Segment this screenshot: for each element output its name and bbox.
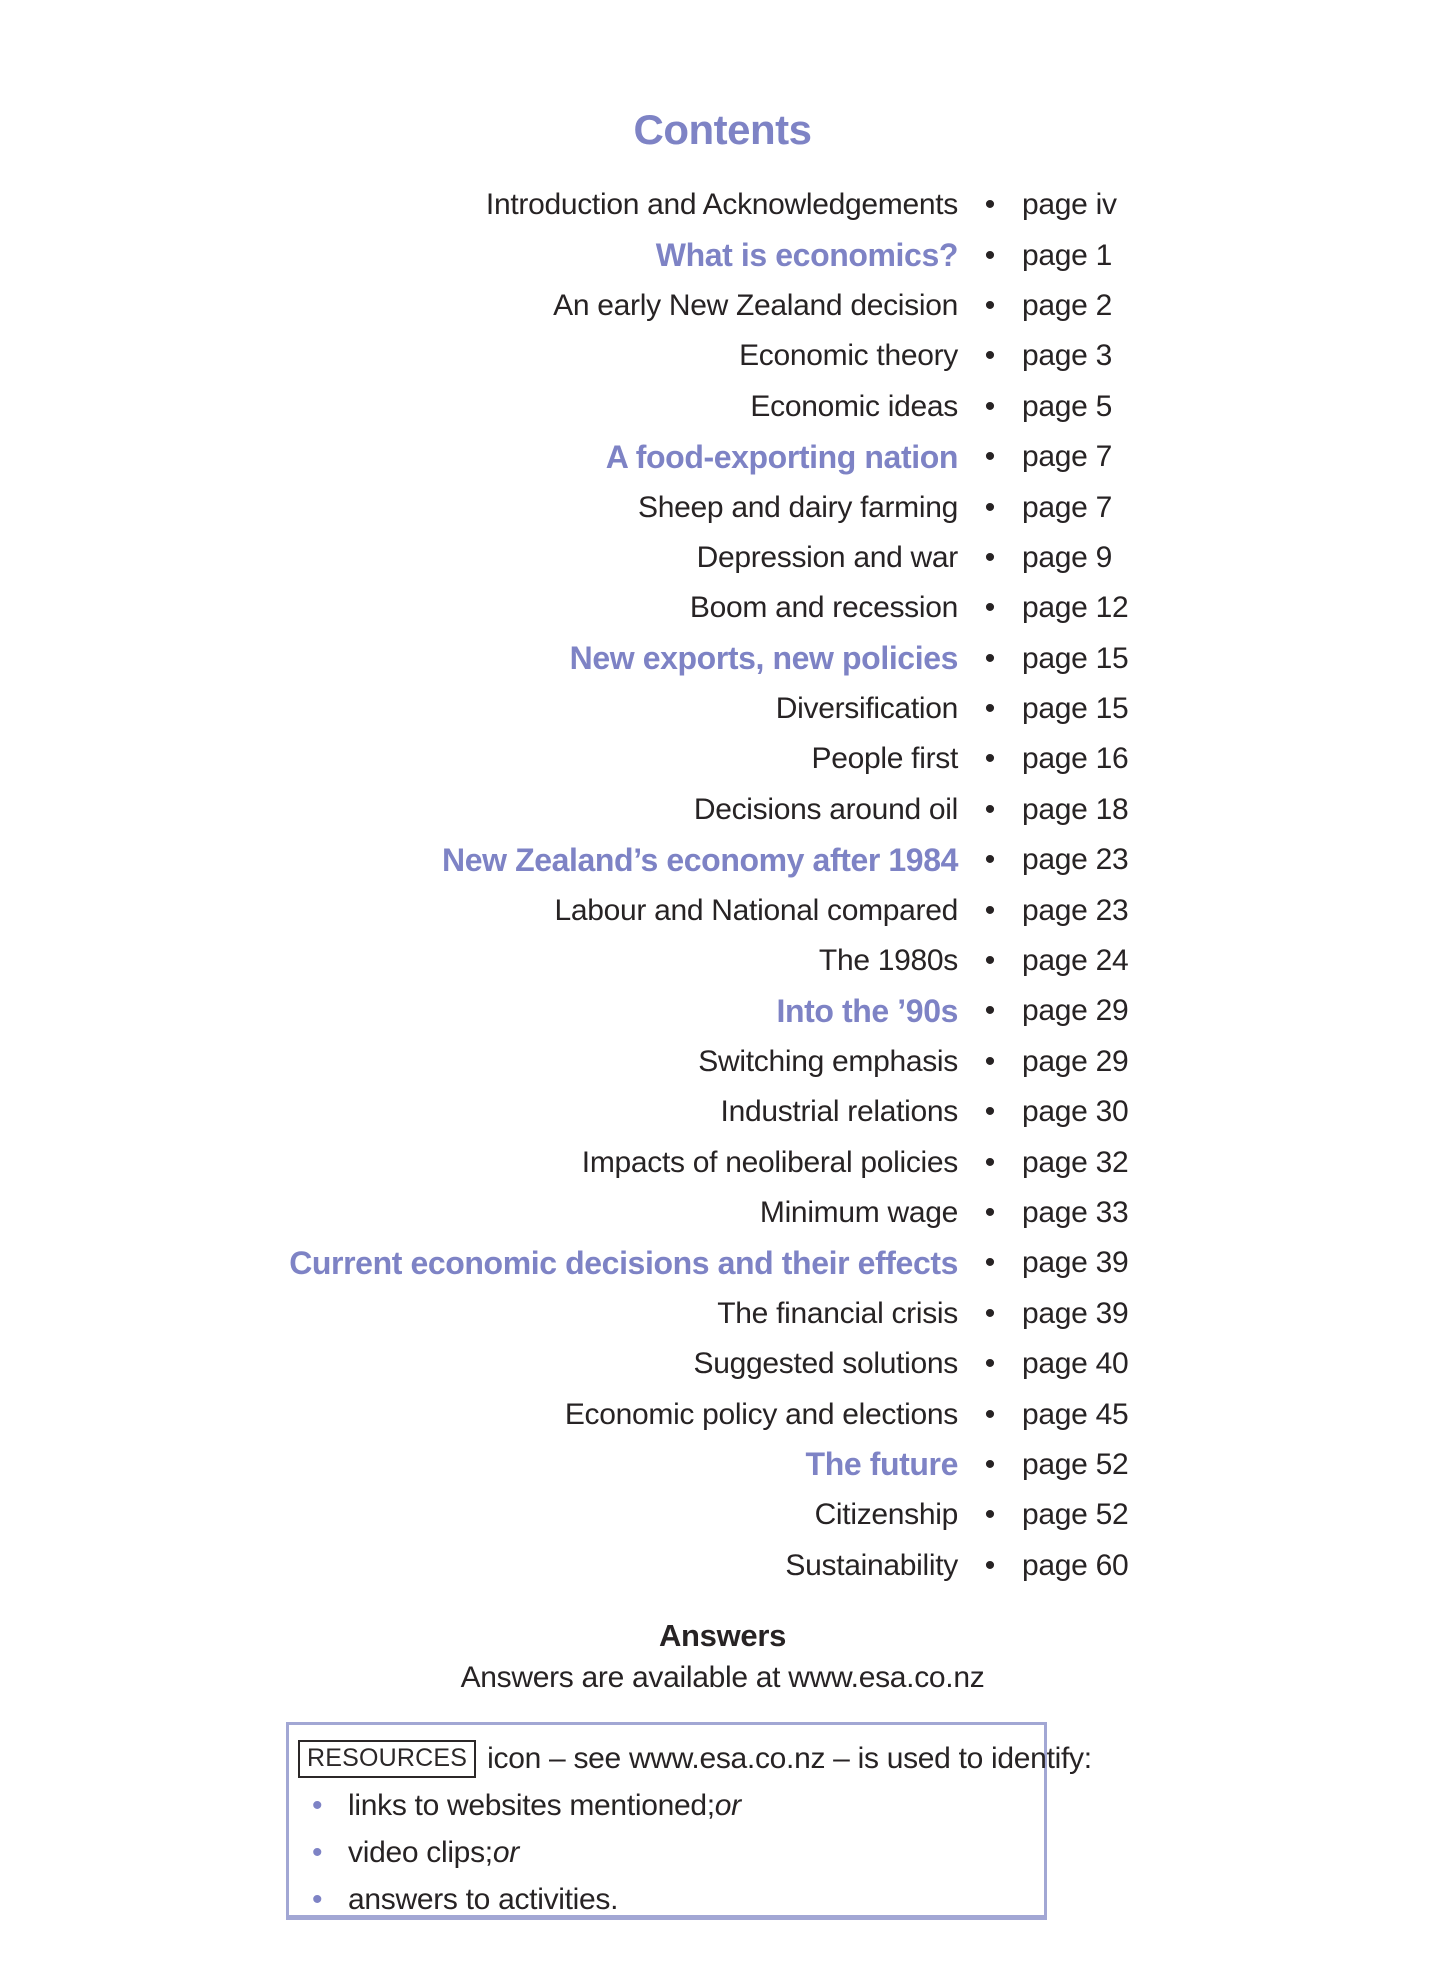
toc-row [0, 1490, 1445, 1540]
toc-section-label: Into the ’90s [776, 992, 958, 1029]
toc-entry-label: People first [811, 742, 958, 776]
bullet-icon: • [312, 1789, 323, 1822]
toc-entry-label: Suggested solutions [693, 1347, 958, 1381]
table-of-contents [0, 180, 1445, 1591]
bullet-icon: • [984, 490, 996, 524]
bullet-icon: • [312, 1836, 323, 1869]
toc-row [0, 1238, 1445, 1288]
toc-entry-page: page 52 [1022, 1498, 1129, 1532]
resources-bullet-text: links to websites mentioned; [348, 1789, 715, 1822]
toc-row [0, 1087, 1445, 1137]
toc-entry-page: page 32 [1022, 1145, 1129, 1179]
toc-entry-label: Diversification [775, 692, 958, 726]
bullet-icon: • [984, 1196, 996, 1229]
toc-entry-page: page 24 [1022, 944, 1129, 978]
toc-row [0, 281, 1445, 331]
bullet-icon: • [984, 1145, 996, 1179]
resources-bullet-text: video clips; [348, 1836, 493, 1869]
toc-section-label: New exports, new policies [569, 640, 958, 677]
toc-entry-page: page 7 [1022, 440, 1112, 474]
bullet-icon: • [984, 1548, 996, 1582]
toc-entry-page: page 30 [1022, 1095, 1129, 1129]
toc-row [0, 1389, 1445, 1439]
toc-section-label: Current economic decisions and their effects [289, 1244, 958, 1281]
toc-entry-page: page 1 [1022, 238, 1112, 272]
toc-entry-page: page 39 [1022, 1296, 1129, 1330]
bullet-icon: • [984, 1296, 996, 1330]
bullet-icon: • [984, 339, 996, 373]
resources-bullet-text: answers to activities. [348, 1883, 619, 1916]
toc-entry-label: Sheep and dairy farming [638, 490, 958, 524]
toc-entry-page: page 45 [1022, 1397, 1129, 1431]
toc-row [0, 634, 1445, 684]
bullet-icon: • [984, 188, 996, 222]
toc-entry-label: Sustainability [785, 1548, 958, 1582]
toc-entry-label: The financial crisis [717, 1296, 958, 1330]
bullet-icon: • [984, 1044, 996, 1078]
toc-entry-page: page 5 [1022, 389, 1112, 423]
toc-row [0, 180, 1445, 230]
toc-row [0, 382, 1445, 432]
toc-section-label: New Zealand’s economy after 1984 [441, 841, 958, 878]
toc-row [0, 432, 1445, 482]
toc-entry-page: page 2 [1022, 288, 1112, 322]
toc-row [0, 230, 1445, 280]
bullet-icon: • [984, 238, 996, 272]
toc-entry-page: page 15 [1022, 692, 1129, 726]
bullet-icon: • [984, 1347, 996, 1381]
bullet-icon: • [984, 843, 996, 877]
bullet-icon: • [984, 288, 996, 322]
bullet-icon: • [984, 540, 996, 574]
toc-entry-page: page 7 [1022, 490, 1112, 524]
bullet-icon: • [984, 792, 996, 826]
toc-row [0, 482, 1445, 532]
toc-entry-label: An early New Zealand decision [553, 288, 958, 322]
toc-row [0, 1037, 1445, 1087]
toc-entry-page: page 9 [1022, 540, 1112, 574]
toc-row [0, 684, 1445, 734]
toc-entry-page: page 29 [1022, 1044, 1129, 1078]
toc-entry-label: Economic ideas [750, 389, 958, 423]
bullet-icon: • [984, 944, 996, 978]
bullet-icon: • [312, 1883, 323, 1916]
toc-entry-page: page 15 [1022, 641, 1129, 675]
bullet-icon: • [984, 389, 996, 423]
toc-row [0, 936, 1445, 986]
toc-entry-page: page iv [1022, 188, 1117, 222]
toc-row [0, 331, 1445, 381]
toc-section-label: A food-exporting nation [605, 438, 958, 475]
toc-entry-page: page 33 [1022, 1196, 1129, 1229]
answers-note: Answers are available at www.esa.co.nz [460, 1661, 985, 1694]
resources-bullet-item [312, 1832, 519, 1874]
toc-entry-label: Switching emphasis [698, 1044, 958, 1078]
toc-row [0, 533, 1445, 583]
bullet-icon: • [984, 440, 996, 474]
bullet-icon: • [984, 1246, 996, 1280]
toc-row [0, 1339, 1445, 1389]
toc-entry-page: page 23 [1022, 843, 1129, 877]
bullet-icon: • [984, 994, 996, 1028]
toc-row [0, 785, 1445, 835]
toc-entry-page: page 60 [1022, 1548, 1129, 1582]
toc-entry-label: Impacts of neoliberal policies [581, 1145, 958, 1179]
bullet-icon: • [984, 893, 996, 927]
page-title: Contents [633, 106, 812, 153]
toc-entry-label: Depression and war [696, 540, 958, 574]
toc-entry-label: Minimum wage [759, 1196, 958, 1229]
toc-section-label: The future [805, 1446, 958, 1483]
toc-row [0, 1541, 1445, 1591]
toc-entry-label: Boom and recession [689, 591, 958, 625]
toc-entry-page: page 29 [1022, 994, 1129, 1028]
bullet-icon: • [984, 1447, 996, 1481]
toc-entry-label: Economic theory [739, 339, 958, 373]
bullet-icon: • [984, 692, 996, 726]
bullet-icon: • [984, 1498, 996, 1532]
answers-heading: Answers [658, 1618, 787, 1653]
toc-entry-label: Introduction and Acknowledgements [485, 188, 958, 222]
toc-row [0, 986, 1445, 1036]
bullet-icon: • [984, 641, 996, 675]
toc-entry-label: Economic policy and elections [564, 1397, 958, 1431]
bullet-icon: • [984, 591, 996, 625]
toc-entry-page: page 40 [1022, 1347, 1129, 1381]
toc-entry-page: page 16 [1022, 742, 1129, 776]
resources-intro-line [298, 1737, 1092, 1781]
toc-entry-label: The 1980s [818, 944, 958, 978]
toc-entry-page: page 39 [1022, 1246, 1129, 1280]
toc-row [0, 1137, 1445, 1187]
toc-row [0, 1188, 1445, 1238]
bullet-icon: • [984, 742, 996, 776]
toc-section-label: What is economics? [655, 237, 958, 274]
toc-entry-label: Decisions around oil [693, 792, 958, 826]
toc-entry-label: Labour and National compared [554, 893, 958, 927]
toc-entry-page: page 3 [1022, 339, 1112, 373]
toc-row [0, 885, 1445, 935]
toc-entry-label: Industrial relations [720, 1095, 958, 1129]
resources-box [286, 1722, 1092, 1920]
toc-row [0, 835, 1445, 885]
toc-row [0, 583, 1445, 633]
toc-entry-label: Citizenship [814, 1498, 958, 1532]
resources-bullet-italic-suffix: or [492, 1836, 519, 1869]
resources-intro-text: icon – see www.esa.co.nz – is used to identify: [487, 1742, 1092, 1775]
resources-badge: RESOURCES [298, 1740, 476, 1778]
toc-entry-page: page 23 [1022, 893, 1129, 927]
resources-bullet-item [312, 1879, 618, 1921]
toc-row [0, 1289, 1445, 1339]
toc-row [0, 1440, 1445, 1490]
toc-entry-page: page 52 [1022, 1447, 1129, 1481]
toc-row [0, 734, 1445, 784]
resources-bullet-item [312, 1785, 741, 1827]
resources-bullet-italic-suffix: or [714, 1789, 741, 1822]
toc-entry-page: page 18 [1022, 792, 1129, 826]
bullet-icon: • [984, 1397, 996, 1431]
bullet-icon: • [984, 1095, 996, 1129]
toc-entry-page: page 12 [1022, 591, 1129, 625]
